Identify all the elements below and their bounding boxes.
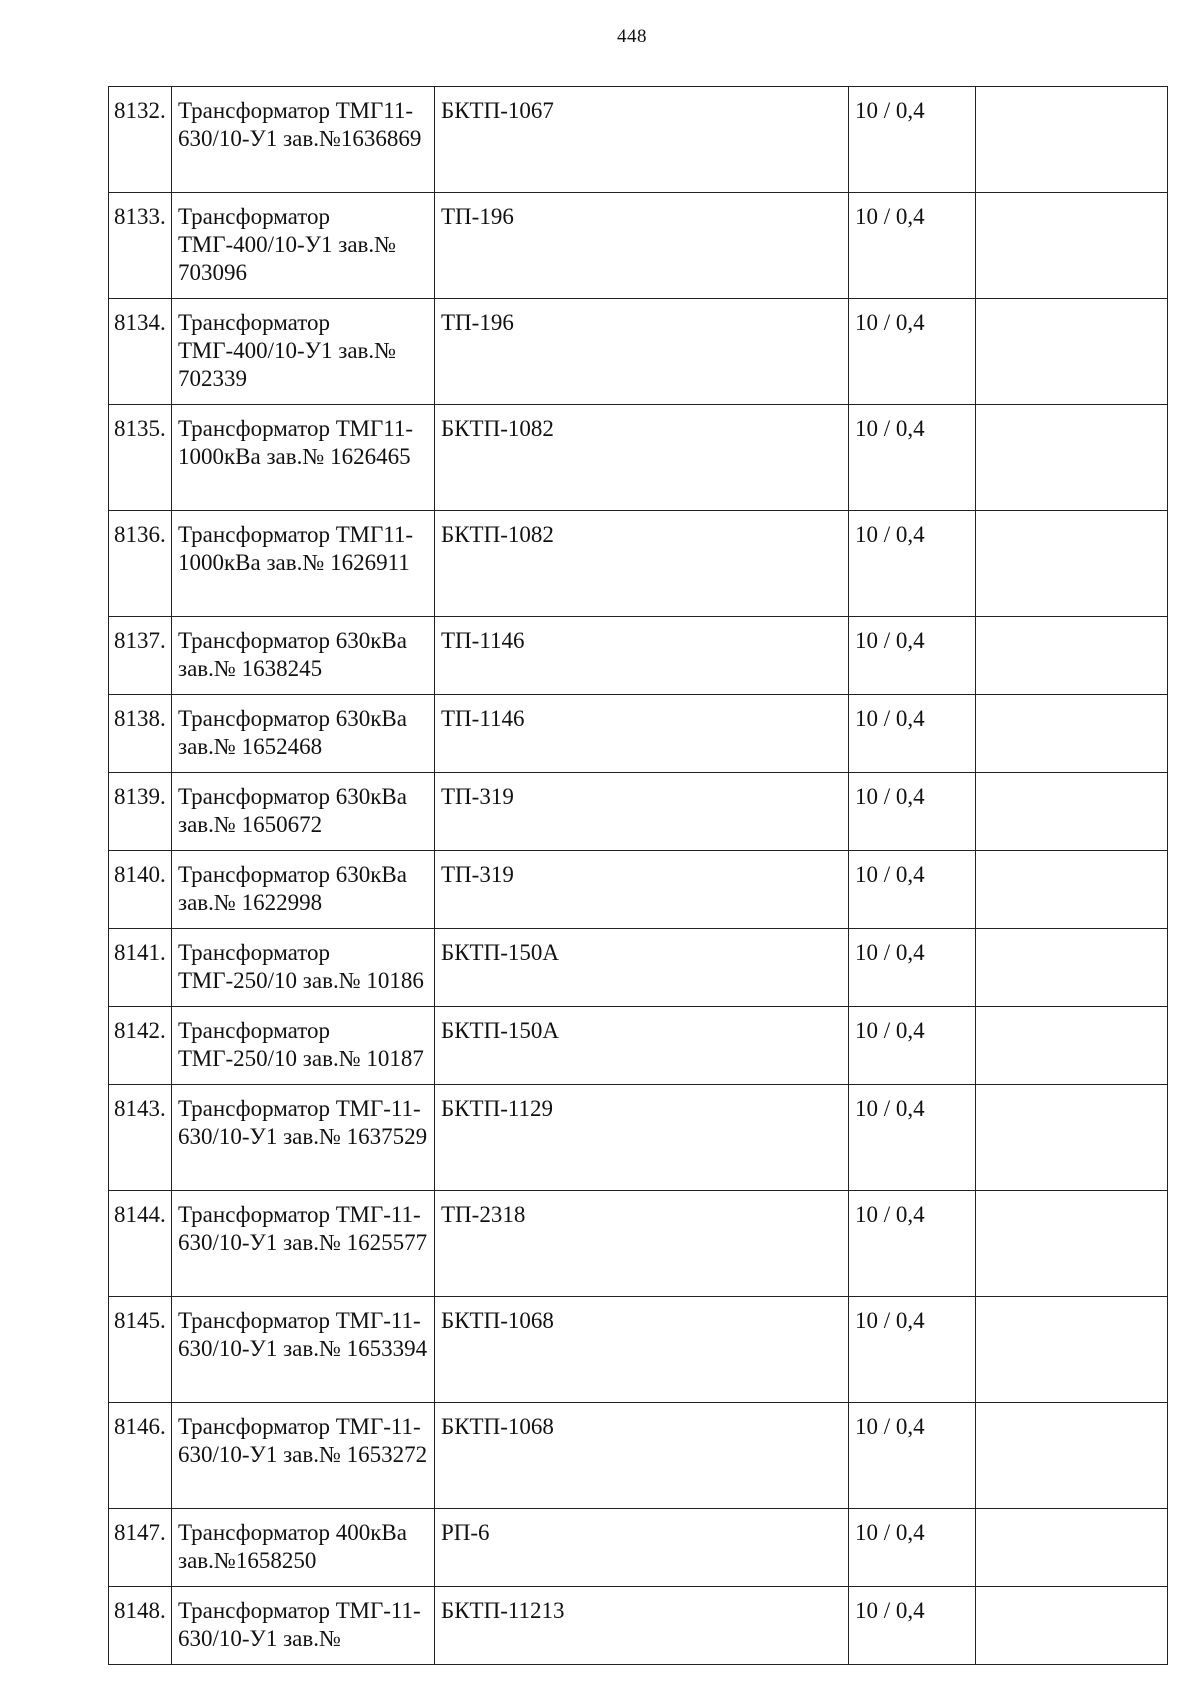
row-number: 8141. xyxy=(109,929,172,1007)
equipment-location: БКТП-1068 xyxy=(435,1297,849,1403)
equipment-name: Трансформатор ТМГ-11-630/10-У1 зав.№ 1625577 xyxy=(172,1191,435,1297)
equipment-name: Трансформатор ТМГ11-1000кВа зав.№ 1626465 xyxy=(172,405,435,511)
table-row xyxy=(109,511,1168,617)
equipment-name: Трансформатор 400кВа зав.№1658250 xyxy=(172,1509,435,1587)
voltage-class: 10 / 0,4 xyxy=(849,851,976,929)
equipment-name: Трансформатор ТМГ11-630/10-У1 зав.№1636869 xyxy=(172,87,435,193)
extra-cell xyxy=(976,1297,1168,1403)
equipment-table-body xyxy=(109,87,1168,1665)
equipment-table xyxy=(108,86,1168,1665)
extra-cell xyxy=(976,1191,1168,1297)
voltage-class: 10 / 0,4 xyxy=(849,1191,976,1297)
extra-cell xyxy=(976,193,1168,299)
row-number: 8142. xyxy=(109,1007,172,1085)
extra-cell xyxy=(976,299,1168,405)
extra-cell xyxy=(976,1509,1168,1587)
row-number: 8138. xyxy=(109,695,172,773)
row-number: 8135. xyxy=(109,405,172,511)
table-row xyxy=(109,87,1168,193)
equipment-name: Трансформатор ТМГ-11-630/10-У1 зав.№ 1637529 xyxy=(172,1085,435,1191)
equipment-location: ТП-1146 xyxy=(435,695,849,773)
equipment-name: Трансформатор ТМГ-11-630/10-У1 зав.№ xyxy=(172,1587,435,1665)
equipment-location: БКТП-1129 xyxy=(435,1085,849,1191)
row-number: 8136. xyxy=(109,511,172,617)
row-number: 8145. xyxy=(109,1297,172,1403)
extra-cell xyxy=(976,1007,1168,1085)
equipment-name: Трансформатор ТМГ-250/10 зав.№ 10186 xyxy=(172,929,435,1007)
extra-cell xyxy=(976,695,1168,773)
equipment-location: БКТП-1082 xyxy=(435,405,849,511)
table-row xyxy=(109,1509,1168,1587)
row-number: 8132. xyxy=(109,87,172,193)
equipment-name: Трансформатор ТМГ-250/10 зав.№ 10187 xyxy=(172,1007,435,1085)
equipment-name: Трансформатор 630кВа зав.№ 1638245 xyxy=(172,617,435,695)
equipment-location: ТП-196 xyxy=(435,299,849,405)
extra-cell xyxy=(976,617,1168,695)
table-row xyxy=(109,695,1168,773)
equipment-location: БКТП-150А xyxy=(435,1007,849,1085)
table-row xyxy=(109,929,1168,1007)
row-number: 8137. xyxy=(109,617,172,695)
extra-cell xyxy=(976,929,1168,1007)
extra-cell xyxy=(976,405,1168,511)
equipment-location: ТП-196 xyxy=(435,193,849,299)
equipment-location: ТП-319 xyxy=(435,773,849,851)
row-number: 8146. xyxy=(109,1403,172,1509)
voltage-class: 10 / 0,4 xyxy=(849,695,976,773)
row-number: 8139. xyxy=(109,773,172,851)
voltage-class: 10 / 0,4 xyxy=(849,1085,976,1191)
voltage-class: 10 / 0,4 xyxy=(849,929,976,1007)
equipment-name: Трансформатор ТМГ-400/10-У1 зав.№ 702339 xyxy=(172,299,435,405)
extra-cell xyxy=(976,1085,1168,1191)
voltage-class: 10 / 0,4 xyxy=(849,1403,976,1509)
row-number: 8148. xyxy=(109,1587,172,1665)
extra-cell xyxy=(976,773,1168,851)
equipment-name: Трансформатор 630кВа зав.№ 1652468 xyxy=(172,695,435,773)
equipment-name: Трансформатор ТМГ-400/10-У1 зав.№ 703096 xyxy=(172,193,435,299)
extra-cell xyxy=(976,87,1168,193)
row-number: 8140. xyxy=(109,851,172,929)
table-row xyxy=(109,773,1168,851)
equipment-location: ТП-1146 xyxy=(435,617,849,695)
row-number: 8134. xyxy=(109,299,172,405)
table-row xyxy=(109,1297,1168,1403)
page-number: 448 xyxy=(617,26,647,47)
table-row xyxy=(109,1007,1168,1085)
extra-cell xyxy=(976,511,1168,617)
table-row xyxy=(109,405,1168,511)
voltage-class: 10 / 0,4 xyxy=(849,193,976,299)
voltage-class: 10 / 0,4 xyxy=(849,511,976,617)
voltage-class: 10 / 0,4 xyxy=(849,299,976,405)
table-row xyxy=(109,1191,1168,1297)
equipment-location: РП-6 xyxy=(435,1509,849,1587)
voltage-class: 10 / 0,4 xyxy=(849,87,976,193)
extra-cell xyxy=(976,1587,1168,1665)
table-row xyxy=(109,617,1168,695)
row-number: 8143. xyxy=(109,1085,172,1191)
voltage-class: 10 / 0,4 xyxy=(849,1297,976,1403)
equipment-location: ТП-2318 xyxy=(435,1191,849,1297)
voltage-class: 10 / 0,4 xyxy=(849,1587,976,1665)
voltage-class: 10 / 0,4 xyxy=(849,405,976,511)
equipment-location: БКТП-150А xyxy=(435,929,849,1007)
equipment-name: Трансформатор ТМГ-11-630/10-У1 зав.№ 1653394 xyxy=(172,1297,435,1403)
equipment-name: Трансформатор 630кВа зав.№ 1650672 xyxy=(172,773,435,851)
table-row xyxy=(109,1587,1168,1665)
equipment-name: Трансформатор 630кВа зав.№ 1622998 xyxy=(172,851,435,929)
table-row xyxy=(109,299,1168,405)
equipment-location: БКТП-1067 xyxy=(435,87,849,193)
table-row xyxy=(109,1085,1168,1191)
equipment-location: БКТП-1082 xyxy=(435,511,849,617)
voltage-class: 10 / 0,4 xyxy=(849,617,976,695)
voltage-class: 10 / 0,4 xyxy=(849,1007,976,1085)
table-row xyxy=(109,1403,1168,1509)
voltage-class: 10 / 0,4 xyxy=(849,773,976,851)
row-number: 8147. xyxy=(109,1509,172,1587)
equipment-location: ТП-319 xyxy=(435,851,849,929)
table-row xyxy=(109,851,1168,929)
row-number: 8144. xyxy=(109,1191,172,1297)
row-number: 8133. xyxy=(109,193,172,299)
table-row xyxy=(109,193,1168,299)
equipment-name: Трансформатор ТМГ-11-630/10-У1 зав.№ 1653272 xyxy=(172,1403,435,1509)
extra-cell xyxy=(976,851,1168,929)
equipment-location: БКТП-1068 xyxy=(435,1403,849,1509)
equipment-name: Трансформатор ТМГ11-1000кВа зав.№ 1626911 xyxy=(172,511,435,617)
equipment-location: БКТП-11213 xyxy=(435,1587,849,1665)
extra-cell xyxy=(976,1403,1168,1509)
voltage-class: 10 / 0,4 xyxy=(849,1509,976,1587)
